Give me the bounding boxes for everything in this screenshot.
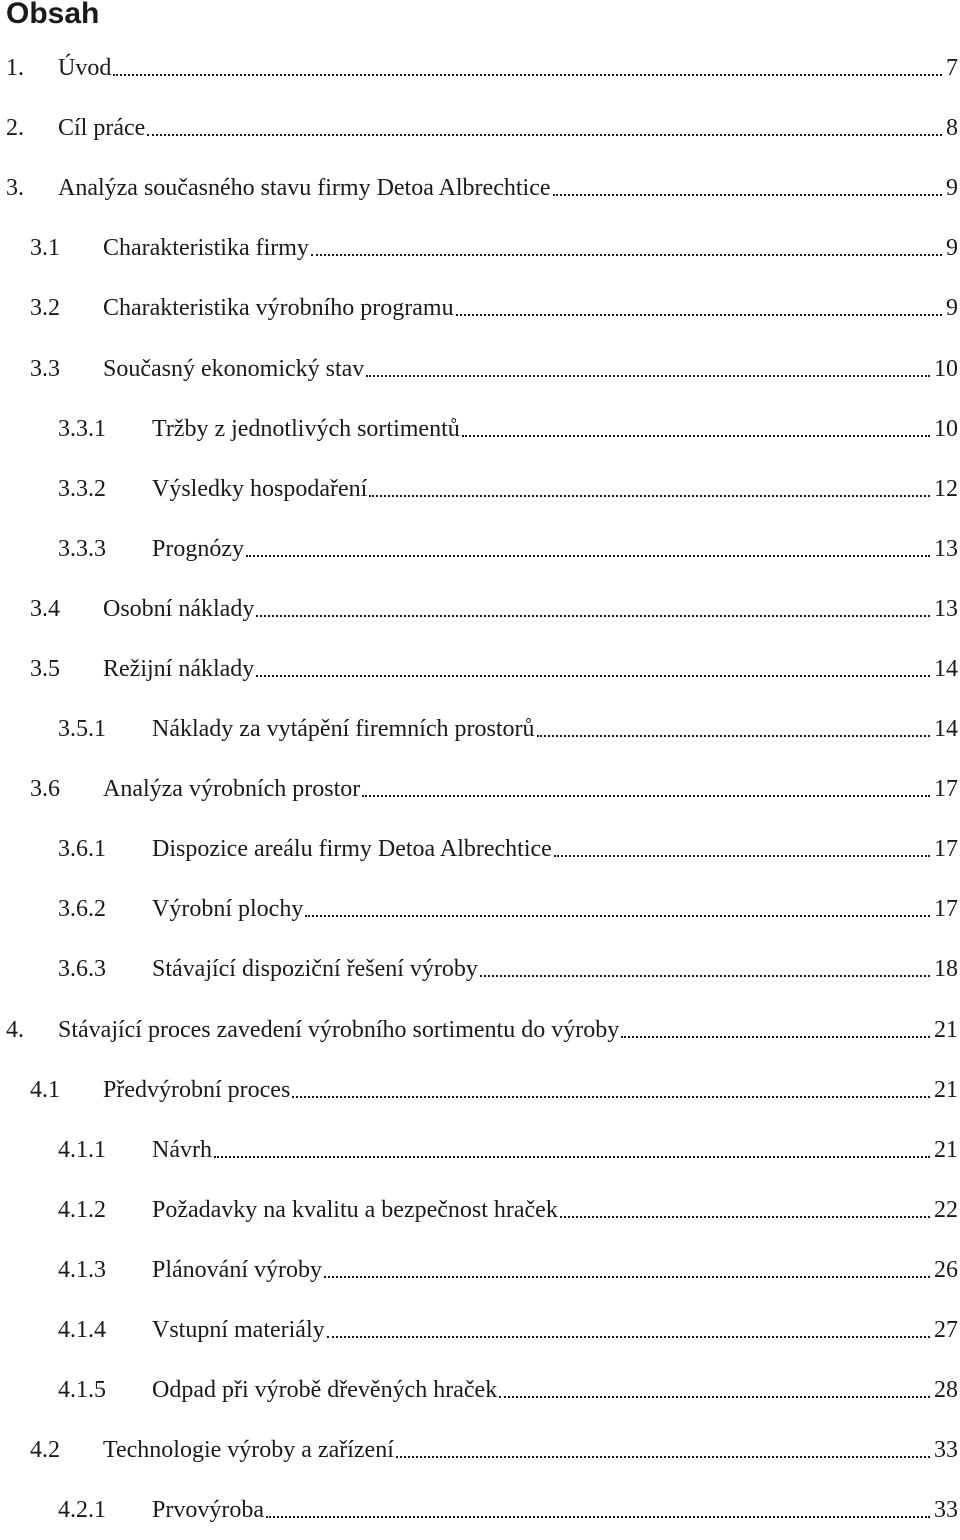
toc-entry-title[interactable]: Dispozice areálu firmy Detoa Albrechtice <box>152 836 552 863</box>
toc-entry-page-number: 10 <box>934 355 958 382</box>
toc-entry-title[interactable]: Analýza výrobních prostor <box>103 776 361 803</box>
toc-entry-number: 3.1 <box>30 235 60 262</box>
toc-entry-page-number: 12 <box>934 475 958 502</box>
toc-entry-page-number: 21 <box>934 1076 958 1103</box>
toc-entry[interactable] <box>0 459 960 519</box>
toc-entry[interactable] <box>0 1180 960 1240</box>
dot-leader <box>311 254 942 256</box>
toc-entry-page-number: 33 <box>934 1437 958 1464</box>
toc-entry[interactable] <box>0 1480 960 1540</box>
dot-leader <box>553 194 943 196</box>
dot-leader <box>456 314 942 316</box>
toc-entry[interactable] <box>0 759 960 819</box>
toc-entry-title[interactable]: Návrh <box>152 1136 212 1163</box>
toc-entry-number: 3.3.1 <box>58 415 106 442</box>
toc-entry-title[interactable]: Stávající proces zavedení výrobního sortimentu do výroby <box>58 1016 620 1043</box>
toc-entry-title[interactable]: Výsledky hospodaření <box>152 475 368 502</box>
toc-entry[interactable] <box>0 338 960 398</box>
toc-entry-page-number: 22 <box>934 1196 958 1223</box>
toc-entry-page-number: 14 <box>934 716 958 743</box>
toc-entry[interactable] <box>0 819 960 879</box>
dot-leader <box>560 1216 930 1218</box>
dot-leader <box>327 1336 930 1338</box>
dot-leader <box>292 1096 930 1098</box>
toc-entry-title[interactable]: Výrobní plochy <box>152 896 304 923</box>
dot-leader <box>362 795 930 797</box>
toc-entry-number: 4.2.1 <box>58 1497 106 1524</box>
toc-entry-number: 2. <box>6 115 24 142</box>
dot-leader <box>366 375 930 377</box>
page-title: Obsah <box>6 0 100 30</box>
toc-entry-page-number: 9 <box>946 295 958 322</box>
toc-entry-page-number: 7 <box>946 55 958 82</box>
toc-entry[interactable] <box>0 1000 960 1060</box>
toc-entry-number: 4.1.4 <box>58 1317 106 1344</box>
toc-entry[interactable] <box>0 519 960 579</box>
toc-entry-title[interactable]: Tržby z jednotlivých sortimentů <box>152 415 460 442</box>
toc-entry[interactable] <box>0 879 960 939</box>
toc-entry-page-number: 28 <box>934 1377 958 1404</box>
table-of-contents <box>0 38 960 1540</box>
toc-entry-title[interactable]: Prognózy <box>152 535 244 562</box>
toc-entry-page-number: 33 <box>934 1497 958 1524</box>
toc-entry-title[interactable]: Náklady za vytápění firemních prostorů <box>152 716 535 743</box>
toc-entry-page-number: 17 <box>934 836 958 863</box>
toc-entry[interactable] <box>0 639 960 699</box>
toc-entry-number: 4.2 <box>30 1437 60 1464</box>
toc-entry-page-number: 9 <box>946 235 958 262</box>
dot-leader <box>214 1156 930 1158</box>
toc-entry[interactable] <box>0 218 960 278</box>
toc-entry-number: 3.3 <box>30 355 60 382</box>
dot-leader <box>621 1036 930 1038</box>
toc-entry-title[interactable]: Odpad při výrobě dřevěných hraček <box>152 1377 498 1404</box>
toc-entry[interactable] <box>0 939 960 999</box>
toc-entry-number: 4.1.5 <box>58 1377 106 1404</box>
dot-leader <box>305 915 930 917</box>
toc-entry-number: 3.6.2 <box>58 896 106 923</box>
toc-entry-title[interactable]: Úvod <box>58 55 112 82</box>
toc-entry-title[interactable]: Současný ekonomický stav <box>103 355 365 382</box>
toc-entry[interactable] <box>0 158 960 218</box>
dot-leader <box>369 495 930 497</box>
toc-entry-title[interactable]: Plánování výroby <box>152 1256 322 1283</box>
dot-leader <box>256 615 930 617</box>
toc-entry-page-number: 13 <box>934 595 958 622</box>
toc-entry-page-number: 17 <box>934 776 958 803</box>
toc-entry[interactable] <box>0 98 960 158</box>
toc-entry-number: 3.6.1 <box>58 836 106 863</box>
toc-entry-number: 4.1.1 <box>58 1136 106 1163</box>
toc-entry-number: 4.1.3 <box>58 1256 106 1283</box>
toc-entry-page-number: 14 <box>934 655 958 682</box>
toc-entry-number: 3.5 <box>30 655 60 682</box>
toc-entry-title[interactable]: Stávající dispoziční řešení výroby <box>152 956 478 983</box>
toc-entry-number: 3.3.3 <box>58 535 106 562</box>
dot-leader <box>462 435 930 437</box>
toc-entry[interactable] <box>0 1060 960 1120</box>
dot-leader <box>480 975 930 977</box>
toc-entry-title[interactable]: Technologie výroby a zařízení <box>103 1437 394 1464</box>
toc-entry-page-number: 10 <box>934 415 958 442</box>
dot-leader <box>537 735 930 737</box>
toc-entry-page-number: 21 <box>934 1016 958 1043</box>
toc-entry-number: 3.2 <box>30 295 60 322</box>
toc-entry[interactable] <box>0 1360 960 1420</box>
toc-entry[interactable] <box>0 399 960 459</box>
dot-leader <box>499 1396 930 1398</box>
toc-entry[interactable] <box>0 579 960 639</box>
toc-entry-number: 4. <box>6 1016 24 1043</box>
toc-entry[interactable] <box>0 699 960 759</box>
toc-entry[interactable] <box>0 1420 960 1480</box>
toc-entry-title[interactable]: Charakteristika výrobního programu <box>103 295 454 322</box>
toc-entry-number: 3.3.2 <box>58 475 106 502</box>
dot-leader <box>396 1456 930 1458</box>
dot-leader <box>266 1516 930 1518</box>
toc-entry-title[interactable]: Cíl práce <box>58 115 146 142</box>
toc-entry-title[interactable]: Osobní náklady <box>103 595 255 622</box>
dot-leader <box>256 675 930 677</box>
toc-entry-title[interactable]: Analýza současného stavu firmy Detoa Albrechtice <box>58 175 551 202</box>
toc-entry-page-number: 13 <box>934 535 958 562</box>
toc-entry[interactable] <box>0 38 960 98</box>
dot-leader <box>324 1276 930 1278</box>
toc-entry-page-number: 9 <box>946 175 958 202</box>
toc-entry[interactable] <box>0 1120 960 1180</box>
dot-leader <box>246 555 930 557</box>
toc-entry-number: 3.6 <box>30 776 60 803</box>
toc-entry-title[interactable]: Prvovýroba <box>152 1497 264 1524</box>
toc-entry-page-number: 27 <box>934 1317 958 1344</box>
toc-entry-title[interactable]: Předvýrobní proces <box>103 1076 291 1103</box>
toc-entry[interactable] <box>0 1300 960 1360</box>
toc-entry-title[interactable]: Vstupní materiály <box>152 1317 325 1344</box>
toc-entry-number: 3.4 <box>30 595 60 622</box>
toc-entry-number: 3.5.1 <box>58 716 106 743</box>
dot-leader <box>554 855 930 857</box>
toc-entry-page-number: 26 <box>934 1256 958 1283</box>
toc-entry-number: 4.1.2 <box>58 1196 106 1223</box>
toc-entry[interactable] <box>0 278 960 338</box>
toc-entry-title[interactable]: Režijní náklady <box>103 655 255 682</box>
toc-entry-page-number: 18 <box>934 956 958 983</box>
toc-entry-page-number: 21 <box>934 1136 958 1163</box>
toc-entry-page-number: 8 <box>946 115 958 142</box>
dot-leader <box>147 134 942 136</box>
toc-entry-number: 1. <box>6 55 24 82</box>
toc-entry-title[interactable]: Charakteristika firmy <box>103 235 309 262</box>
toc-entry-title[interactable]: Požadavky na kvalitu a bezpečnost hraček <box>152 1196 558 1223</box>
toc-entry-number: 3. <box>6 175 24 202</box>
toc-entry-number: 4.1 <box>30 1076 60 1103</box>
toc-entry[interactable] <box>0 1240 960 1300</box>
dot-leader <box>113 74 942 76</box>
toc-entry-page-number: 17 <box>934 896 958 923</box>
toc-entry-number: 3.6.3 <box>58 956 106 983</box>
